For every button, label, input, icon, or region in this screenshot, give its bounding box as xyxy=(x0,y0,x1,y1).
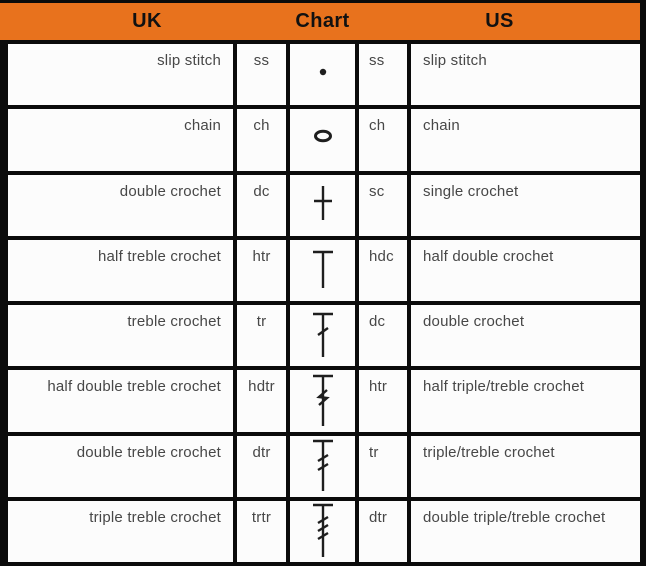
us-abbreviation: sc xyxy=(359,175,407,236)
chart-symbol-cell xyxy=(290,370,355,431)
uk-abbreviation: dtr xyxy=(237,436,286,497)
us-abbreviation: ss xyxy=(359,44,407,105)
chain-oval-icon xyxy=(292,111,354,169)
uk-stitch-name: half double treble crochet xyxy=(8,370,233,431)
chart-symbol-cell xyxy=(290,175,355,236)
header-us: US xyxy=(485,10,514,32)
t-bar-two-slash-icon xyxy=(292,437,354,495)
us-stitch-name: triple/treble crochet xyxy=(411,436,640,497)
chart-symbol-cell xyxy=(290,109,355,170)
stitch-table xyxy=(0,40,646,566)
header-uk: UK xyxy=(132,10,162,32)
uk-abbreviation: htr xyxy=(237,240,286,301)
single-crochet-cross-icon xyxy=(292,176,354,234)
us-stitch-name: slip stitch xyxy=(411,44,640,105)
uk-abbreviation: dc xyxy=(237,175,286,236)
slip-stitch-dot-icon xyxy=(292,46,354,104)
us-stitch-name: double crochet xyxy=(411,305,640,366)
t-bar-plain-icon xyxy=(292,241,354,299)
uk-abbreviation: tr xyxy=(237,305,286,366)
us-abbreviation: htr xyxy=(359,370,407,431)
us-stitch-name: chain xyxy=(411,109,640,170)
us-stitch-name: half double crochet xyxy=(411,240,640,301)
us-abbreviation: dc xyxy=(359,305,407,366)
us-stitch-name: single crochet xyxy=(411,175,640,236)
us-stitch-name: double triple/treble crochet xyxy=(411,501,640,562)
uk-abbreviation: trtr xyxy=(237,501,286,562)
chart-symbol-cell xyxy=(290,305,355,366)
us-abbreviation: ch xyxy=(359,109,407,170)
t-bar-zigzag-two-slash-icon xyxy=(292,372,354,430)
uk-stitch-name: double treble crochet xyxy=(8,436,233,497)
header-chart: Chart xyxy=(295,10,350,32)
t-bar-one-slash-icon xyxy=(292,307,354,365)
chart-symbol-cell xyxy=(290,44,355,105)
chart-symbol-cell xyxy=(290,501,355,562)
chart-symbol-cell xyxy=(290,240,355,301)
us-abbreviation: tr xyxy=(359,436,407,497)
table-header-row xyxy=(0,3,640,40)
us-abbreviation: hdc xyxy=(359,240,407,301)
uk-stitch-name: half treble crochet xyxy=(8,240,233,301)
uk-abbreviation: hdtr xyxy=(237,370,286,431)
uk-stitch-name: triple treble crochet xyxy=(8,501,233,562)
uk-abbreviation: ss xyxy=(237,44,286,105)
uk-stitch-name: double crochet xyxy=(8,175,233,236)
uk-stitch-name: slip stitch xyxy=(8,44,233,105)
uk-stitch-name: chain xyxy=(8,109,233,170)
chart-symbol-cell xyxy=(290,436,355,497)
us-stitch-name: half triple/treble crochet xyxy=(411,370,640,431)
t-bar-three-slash-icon xyxy=(292,502,354,560)
uk-abbreviation: ch xyxy=(237,109,286,170)
us-abbreviation: dtr xyxy=(359,501,407,562)
uk-stitch-name: treble crochet xyxy=(8,305,233,366)
